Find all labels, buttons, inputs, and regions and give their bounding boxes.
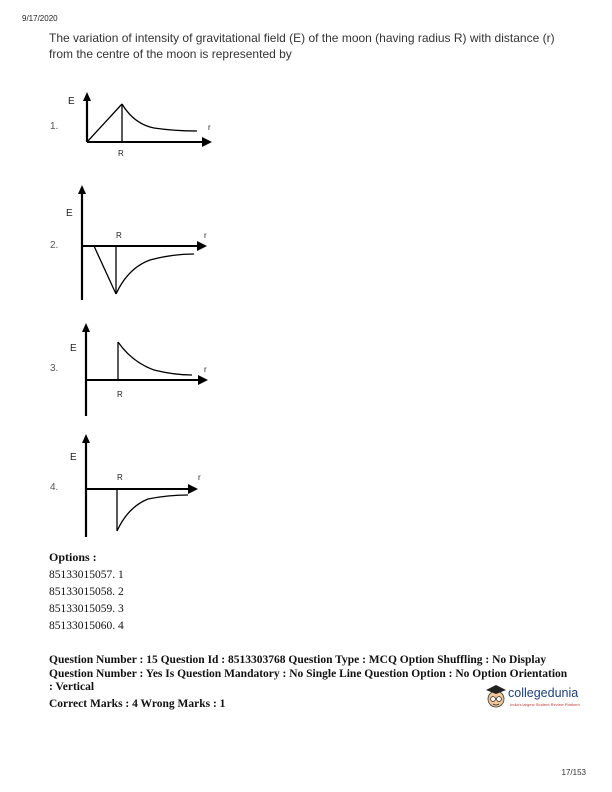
graph-2-x-label: r [204, 231, 207, 240]
graph-1-x-label: r [208, 123, 211, 132]
option-item-2: 85133015058. 2 [49, 586, 124, 598]
graph-number-1: 1. [50, 121, 59, 132]
marks-info: Correct Marks : 4 Wrong Marks : 1 [49, 698, 226, 710]
logo-tagline: India's largest Student Review Platform [510, 702, 580, 707]
page-number: 17/153 [561, 768, 586, 777]
options-title: Options : [49, 550, 97, 564]
graph-3-radius-label: R [117, 390, 123, 399]
graph-4-x-label: r [198, 473, 201, 482]
graph-2-radius-label: R [116, 231, 122, 240]
graph-4-radius-label: R [117, 473, 123, 482]
option-item-3: 85133015059. 3 [49, 603, 124, 615]
graph-4 [62, 431, 232, 541]
question-metadata: Question Number : 15 Question Id : 8513303768 Question Type : MCQ Option Shuffling : No Display Question Number : Yes Is Question Mandatory : No Single Line Question Option : No Option Orientation : Vertical [49, 654, 568, 693]
option-item-1: 85133015057. 1 [49, 569, 124, 581]
collegedunia-logo [484, 684, 594, 714]
graph-1-y-label: E [68, 96, 75, 107]
logo-text: collegedunia [508, 686, 579, 700]
option-item-4: 85133015060. 4 [49, 620, 124, 632]
question-text: The variation of intensity of gravitational field (E) of the moon (having radius R) with distance (r) from the centre of the moon is represented by [49, 31, 555, 61]
graph-2 [62, 182, 232, 307]
mascot-icon [484, 684, 508, 710]
graph-4-y-label: E [70, 452, 77, 463]
graph-3 [62, 320, 232, 420]
print-date: 9/17/2020 [22, 14, 58, 23]
graph-1-radius-label: R [118, 149, 124, 158]
graph-3-x-label: r [204, 365, 207, 374]
graph-number-3: 3. [50, 363, 59, 374]
graph-number-4: 4. [50, 482, 59, 493]
graph-1 [62, 90, 232, 170]
graph-2-y-label: E [66, 208, 73, 219]
graph-number-2: 2. [50, 240, 59, 251]
graph-3-y-label: E [70, 343, 77, 354]
